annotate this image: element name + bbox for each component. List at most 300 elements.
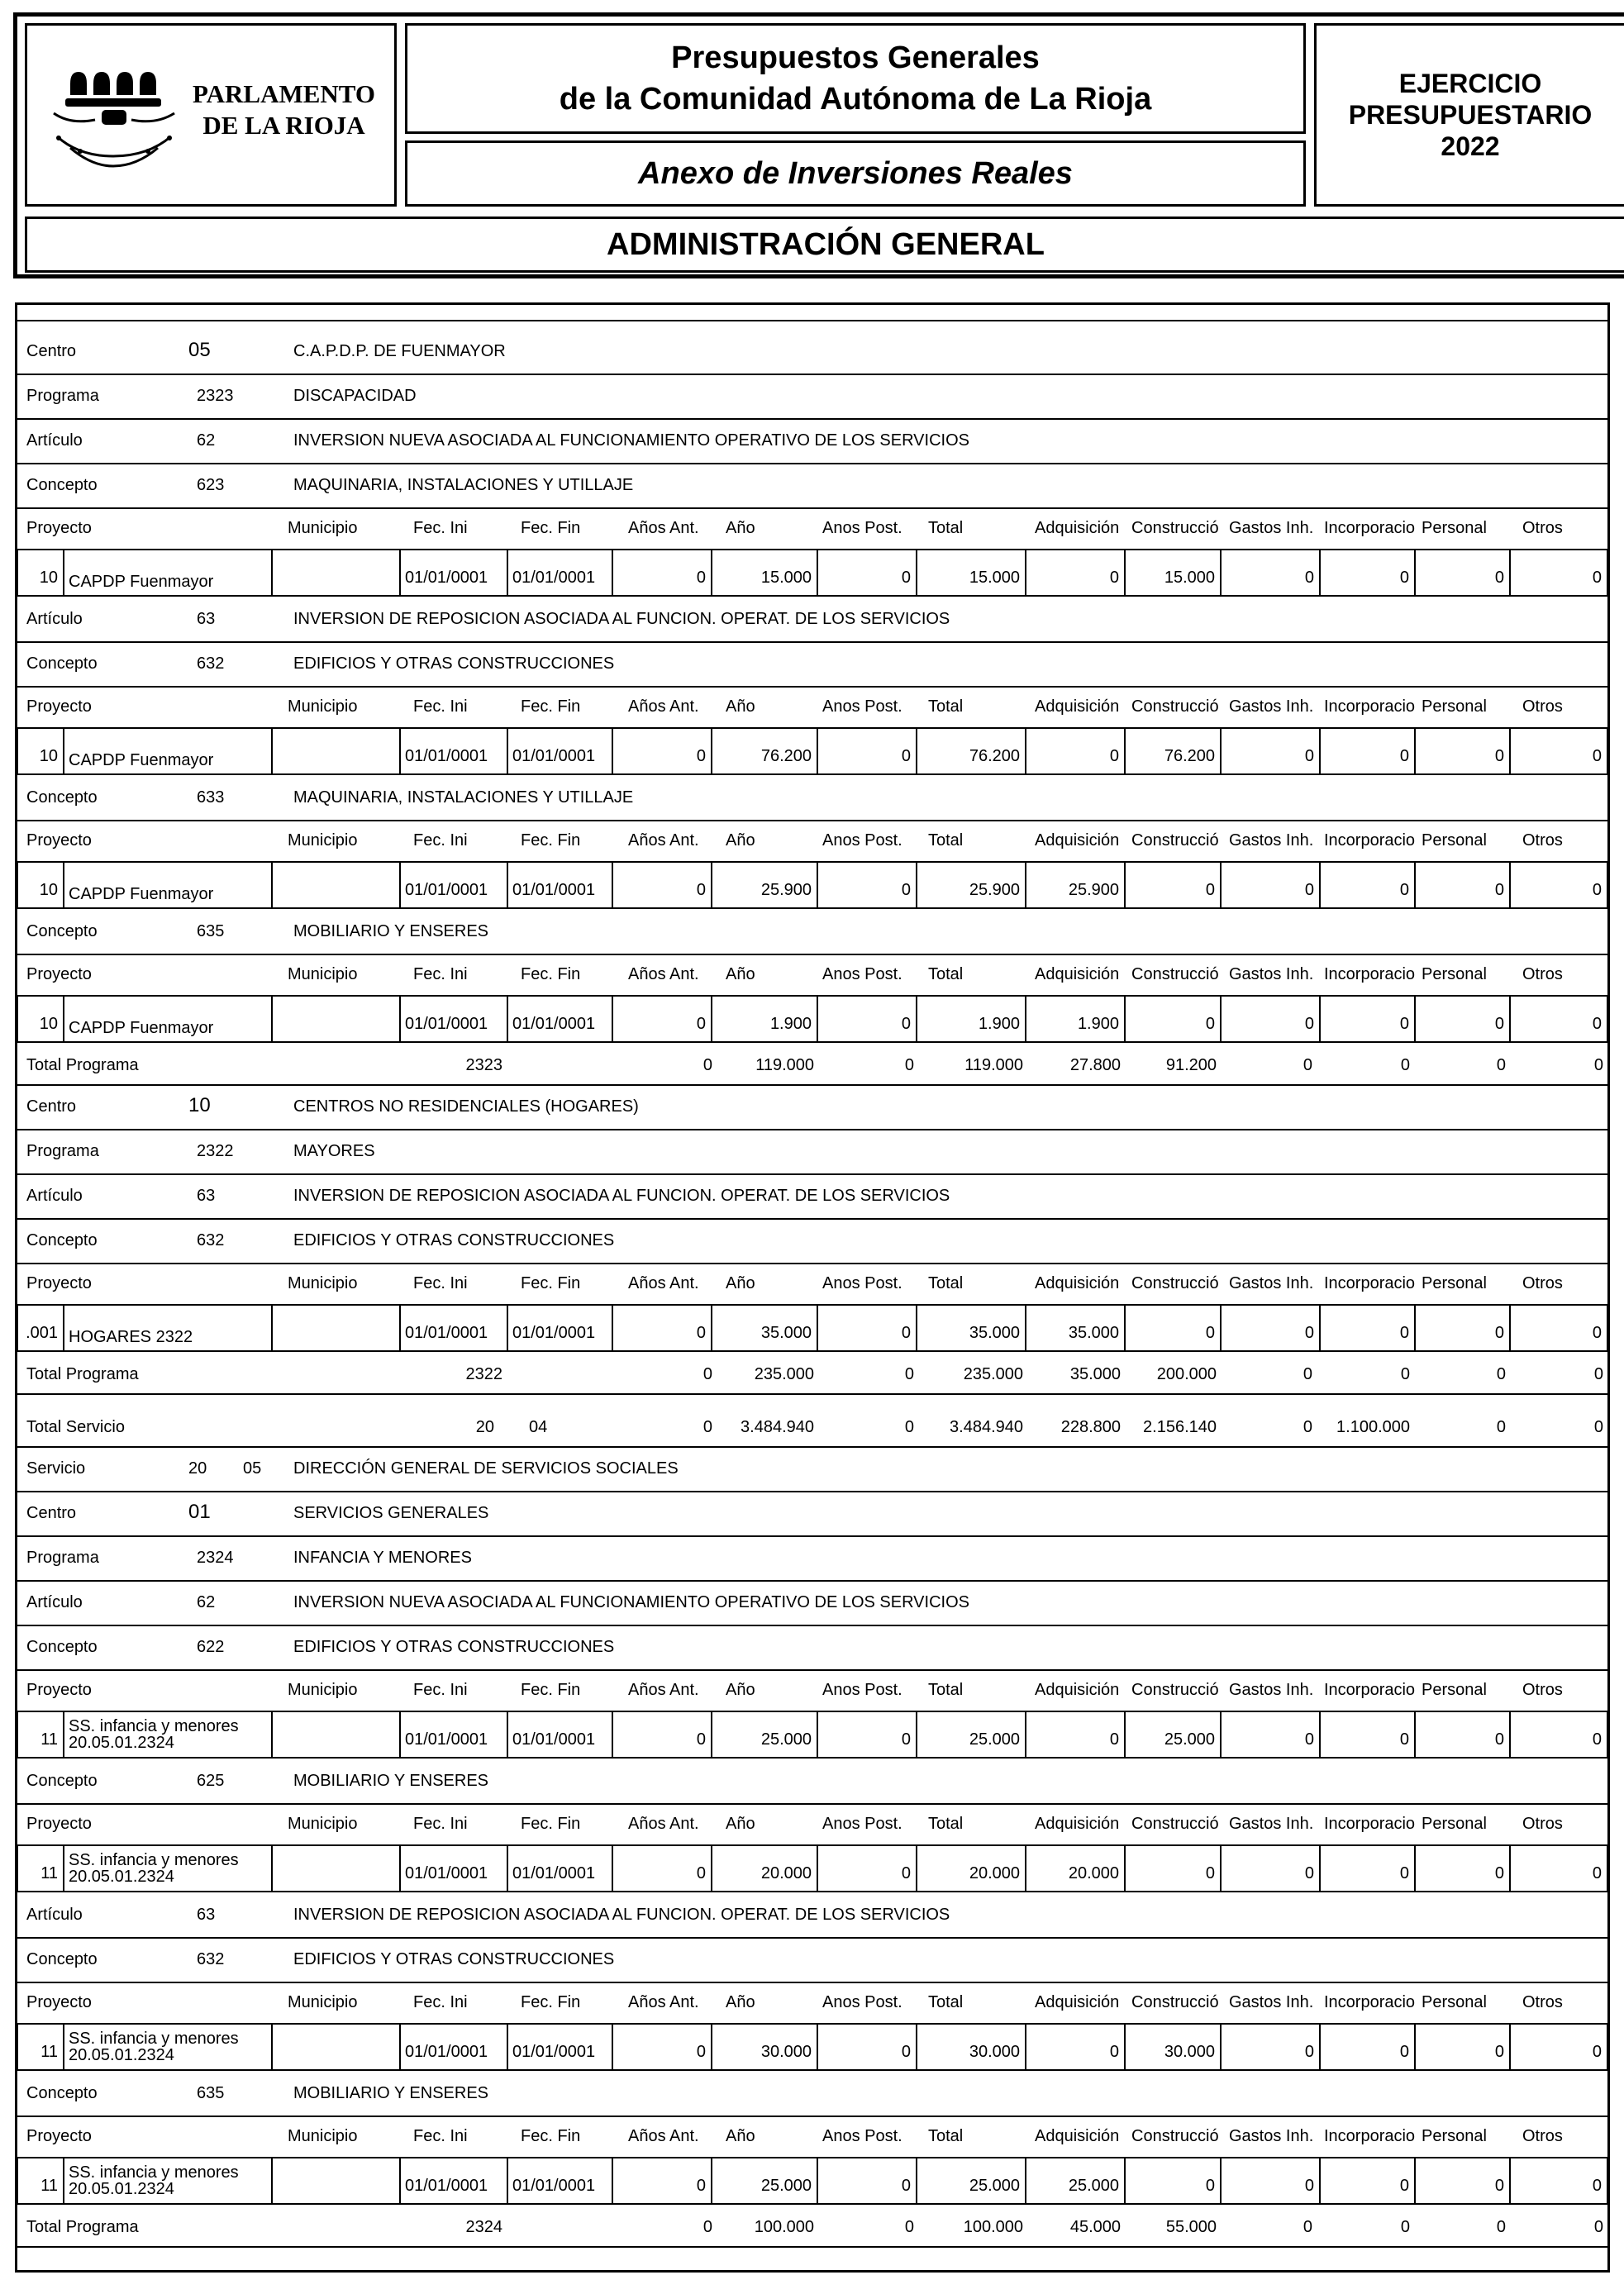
project-name-line: SS. infancia y menores [69, 1717, 239, 1735]
project-name-line: CAPDP Fuenmayor [69, 751, 214, 769]
incorporation: 0 [1321, 861, 1416, 909]
start-date: 01/01/0001 [401, 1711, 508, 1759]
column-header-12: Personal [1422, 697, 1487, 716]
end-date: 01/01/0001 [508, 1711, 613, 1759]
total-value-2: 0 [904, 1418, 914, 1436]
column-header-0: Proyecto [26, 1274, 92, 1292]
intangible-costs: 0 [1222, 861, 1321, 909]
start-date: 01/01/0001 [401, 2157, 508, 2205]
column-header-0: Proyecto [26, 519, 92, 537]
column-header-8: Adquisición [1035, 697, 1120, 716]
end-date: 01/01/0001 [508, 861, 613, 909]
column-header-2: Fec. Ini [413, 1815, 468, 1833]
project-name-line: 20.05.01.2324 [69, 1868, 174, 1886]
column-header-2: Fec. Ini [413, 1274, 468, 1292]
section-code: 10 [188, 1094, 211, 1116]
intangible-costs: 0 [1222, 1844, 1321, 1892]
project-id: 10 [17, 861, 64, 909]
other: 0 [1511, 2023, 1608, 2071]
section-label: Programa [26, 1549, 99, 1567]
start-date: 01/01/0001 [401, 861, 508, 909]
table-row-section [17, 1173, 1608, 1218]
acquisition: 25.900 [1026, 861, 1126, 909]
section-code: 623 [197, 476, 225, 494]
total-value-8: 0 [1496, 1418, 1506, 1436]
project-name-line: CAPDP Fuenmayor [69, 885, 214, 903]
section-description: EDIFICIOS Y OTRAS CONSTRUCCIONES [293, 1950, 615, 1968]
column-header-4: Años Ant. [628, 1993, 699, 2011]
table-row-project [17, 2023, 1608, 2071]
column-header-4: Años Ant. [628, 1274, 699, 1292]
section-description: MOBILIARIO Y ENSERES [293, 2084, 489, 2102]
section-label: Programa [26, 1142, 99, 1160]
total-label: Total Servicio [26, 1418, 125, 1436]
column-header-7: Total [928, 697, 964, 716]
project-name [64, 1711, 273, 1759]
parliament-name-line2: DE LA RIOJA [202, 111, 365, 140]
total-value-2: 0 [904, 1056, 914, 1074]
total-value-3: 100.000 [963, 2218, 1023, 2236]
column-header-6: Anos Post. [822, 831, 902, 850]
total-label: Total Programa [26, 1056, 139, 1074]
section-code: 632 [197, 1950, 225, 1968]
section-code: 05 [188, 339, 211, 361]
column-header-1: Municipio [288, 519, 358, 537]
total-value-1: 235.000 [754, 1365, 814, 1383]
total-code: 20 [475, 1418, 494, 1436]
column-header-4: Años Ant. [628, 697, 699, 716]
section-code: 62 [197, 1593, 216, 1611]
column-header-10: Gastos Inh. [1229, 1681, 1314, 1699]
column-header-0: Proyecto [26, 1681, 92, 1699]
total-value-5: 200.000 [1156, 1365, 1217, 1383]
column-header-6: Anos Post. [822, 2127, 902, 2145]
prior-years: 0 [613, 861, 712, 909]
column-header-6: Anos Post. [822, 1681, 902, 1699]
column-header-12: Personal [1422, 1993, 1487, 2011]
total-label: Total Programa [26, 2218, 139, 2236]
table-row-section [17, 1625, 1608, 1669]
year-amount: 25.900 [712, 861, 818, 909]
column-header-5: Año [726, 1993, 755, 2011]
column-header-3: Fec. Fin [521, 965, 581, 983]
acquisition: 0 [1026, 727, 1126, 775]
column-header-13: Otros [1522, 519, 1563, 537]
column-header-13: Otros [1522, 697, 1563, 716]
column-header-0: Proyecto [26, 2127, 92, 2145]
column-header-1: Municipio [288, 831, 358, 850]
total-value-4: 27.800 [1069, 1056, 1121, 1074]
construction: 0 [1126, 995, 1222, 1043]
column-header-5: Año [726, 1274, 755, 1292]
column-header-1: Municipio [288, 1993, 358, 2011]
section-label: Concepto [26, 1231, 98, 1249]
column-header-1: Municipio [288, 2127, 358, 2145]
column-header-13: Otros [1522, 1681, 1563, 1699]
section-code: 625 [197, 1772, 225, 1790]
column-header-7: Total [928, 965, 964, 983]
section-code: 632 [197, 1231, 225, 1249]
construction: 30.000 [1126, 2023, 1222, 2071]
total-code: 2323 [465, 1056, 502, 1074]
incorporation: 0 [1321, 1304, 1416, 1352]
section-description: MOBILIARIO Y ENSERES [293, 922, 489, 940]
personnel: 0 [1416, 1711, 1511, 1759]
column-header-3: Fec. Fin [521, 697, 581, 716]
fiscal-year-line2: PRESUPUESTARIO [1348, 100, 1593, 130]
other: 0 [1511, 1711, 1608, 1759]
total-value-5: 2.156.140 [1143, 1418, 1217, 1436]
total-value-1: 119.000 [755, 1056, 814, 1074]
incorporation: 0 [1321, 2023, 1416, 2071]
construction: 0 [1126, 1844, 1222, 1892]
year-amount: 25.000 [712, 2157, 818, 2205]
total-value-6: 0 [1303, 1365, 1312, 1383]
table-row-section [17, 775, 1608, 820]
table-row-project [17, 727, 1608, 775]
table-row-section [17, 1892, 1608, 1937]
other: 0 [1511, 2157, 1608, 2205]
section-code: 63 [197, 1906, 216, 1924]
column-header-10: Gastos Inh. [1229, 1815, 1314, 1833]
column-header-4: Años Ant. [628, 2127, 699, 2145]
personnel: 0 [1416, 2023, 1511, 2071]
incorporation: 0 [1321, 1844, 1416, 1892]
prior-years: 0 [613, 2023, 712, 2071]
table-row-section [17, 1937, 1608, 1982]
total-value-2: 0 [904, 1365, 914, 1383]
column-header-11: Incorporacio [1324, 519, 1416, 537]
column-header-12: Personal [1422, 519, 1487, 537]
total-value-2: 0 [904, 2218, 914, 2236]
start-date: 01/01/0001 [401, 995, 508, 1043]
table-row-section [17, 1084, 1608, 1129]
total-value-8: 0 [1496, 1365, 1506, 1383]
column-header-3: Fec. Fin [521, 831, 581, 850]
column-header-3: Fec. Fin [521, 1274, 581, 1292]
table-row-section [17, 1759, 1608, 1803]
prior-years: 0 [613, 1844, 712, 1892]
table-row-project [17, 861, 1608, 909]
section-code: 633 [197, 788, 225, 807]
section-description: MAQUINARIA, INSTALACIONES Y UTILLAJE [293, 476, 634, 494]
total-amount: 25.000 [917, 1711, 1026, 1759]
project-id: .001 [17, 1304, 64, 1352]
construction: 0 [1126, 2157, 1222, 2205]
project-id: 10 [17, 727, 64, 775]
later-years: 0 [818, 549, 917, 597]
table-row-header [17, 1982, 1608, 2023]
project-id: 11 [17, 2023, 64, 2071]
project-name [64, 2157, 273, 2205]
section-description: INVERSION NUEVA ASOCIADA AL FUNCIONAMIENTO OPERATIVO DE LOS SERVICIOS [293, 1593, 969, 1611]
column-header-4: Años Ant. [628, 1815, 699, 1833]
personnel: 0 [1416, 727, 1511, 775]
table-row-header [17, 1263, 1608, 1304]
table-row-section [17, 418, 1608, 463]
fiscal-year-box [1314, 23, 1624, 207]
acquisition: 0 [1026, 2023, 1126, 2071]
column-header-0: Proyecto [26, 965, 92, 983]
project-name [64, 861, 273, 909]
column-header-10: Gastos Inh. [1229, 697, 1314, 716]
total-value-9: 0 [1593, 1365, 1603, 1383]
section-description: EDIFICIOS Y OTRAS CONSTRUCCIONES [293, 1231, 615, 1249]
column-header-13: Otros [1522, 1993, 1563, 2011]
total-amount: 35.000 [917, 1304, 1026, 1352]
start-date: 01/01/0001 [401, 727, 508, 775]
end-date: 01/01/0001 [508, 727, 613, 775]
section-label: Concepto [26, 1950, 98, 1968]
total-amount: 1.900 [917, 995, 1026, 1043]
column-header-7: Total [928, 1815, 964, 1833]
construction: 25.000 [1126, 1711, 1222, 1759]
section-code: 2324 [197, 1549, 234, 1567]
section-description: DISCAPACIDAD [293, 387, 417, 405]
section-code: 622 [197, 1638, 225, 1656]
total-divider [17, 1393, 1608, 1395]
project-name-line: HOGARES 2322 [69, 1328, 193, 1346]
section-code: 62 [197, 431, 216, 450]
parliament-name [193, 79, 375, 141]
column-header-8: Adquisición [1035, 965, 1120, 983]
column-header-0: Proyecto [26, 1993, 92, 2011]
column-header-11: Incorporacio [1324, 1815, 1416, 1833]
annex-title: Anexo de Inversiones Reales [405, 140, 1306, 207]
total-value-9: 0 [1593, 1418, 1603, 1436]
acquisition: 20.000 [1026, 1844, 1126, 1892]
budget-title-line2: de la Comunidad Autónoma de La Rioja [559, 82, 1152, 117]
column-header-11: Incorporacio [1324, 1681, 1416, 1699]
column-header-9: Construcció [1131, 1274, 1219, 1292]
section-description: SERVICIOS GENERALES [293, 1504, 489, 1522]
intangible-costs: 0 [1222, 2157, 1321, 2205]
incorporation: 0 [1321, 2157, 1416, 2205]
other: 0 [1511, 861, 1608, 909]
table-row-project [17, 1711, 1608, 1759]
section-label: Centro [26, 342, 77, 360]
section-label: Concepto [26, 788, 98, 807]
fiscal-year-value: 2022 [1441, 131, 1500, 161]
later-years: 0 [818, 2157, 917, 2205]
incorporation: 0 [1321, 549, 1416, 597]
column-header-7: Total [928, 2127, 964, 2145]
total-value-9: 0 [1593, 2218, 1603, 2236]
column-header-5: Año [726, 519, 755, 537]
column-header-6: Anos Post. [822, 965, 902, 983]
column-header-9: Construcció [1131, 2127, 1219, 2145]
table-row-project [17, 1304, 1608, 1352]
total-amount: 30.000 [917, 2023, 1026, 2071]
column-header-3: Fec. Fin [521, 1681, 581, 1699]
acquisition: 0 [1026, 549, 1126, 597]
table-row-header [17, 686, 1608, 727]
incorporation: 0 [1321, 995, 1416, 1043]
section-label: Artículo [26, 1187, 83, 1205]
acquisition: 35.000 [1026, 1304, 1126, 1352]
municipality [273, 2157, 401, 2205]
construction: 0 [1126, 861, 1222, 909]
column-header-6: Anos Post. [822, 697, 902, 716]
total-value-7: 1.100.000 [1336, 1418, 1410, 1436]
incorporation: 0 [1321, 1711, 1416, 1759]
column-header-12: Personal [1422, 1815, 1487, 1833]
acquisition: 0 [1026, 1711, 1126, 1759]
column-header-8: Adquisición [1035, 1274, 1120, 1292]
municipality [273, 549, 401, 597]
section-description: MOBILIARIO Y ENSERES [293, 1772, 489, 1790]
column-header-9: Construcció [1131, 965, 1219, 983]
table-row-total [17, 2205, 1608, 2246]
section-code: 632 [197, 654, 225, 673]
column-header-2: Fec. Ini [413, 965, 468, 983]
prior-years: 0 [613, 995, 712, 1043]
table-row-header [17, 954, 1608, 995]
total-value-4: 45.000 [1069, 2218, 1121, 2236]
end-date: 01/01/0001 [508, 995, 613, 1043]
section-label: Artículo [26, 1906, 83, 1924]
total-subcode: 04 [529, 1418, 548, 1436]
section-label: Concepto [26, 1638, 98, 1656]
municipality [273, 2023, 401, 2071]
budget-title-line1: Presupuestos Generales [671, 40, 1040, 75]
section-description: INVERSION DE REPOSICION ASOCIADA AL FUNCION. OPERAT. DE LOS SERVICIOS [293, 610, 950, 628]
column-header-13: Otros [1522, 1815, 1563, 1833]
column-header-9: Construcció [1131, 697, 1219, 716]
column-header-6: Anos Post. [822, 1815, 902, 1833]
column-header-5: Año [726, 965, 755, 983]
column-header-3: Fec. Fin [521, 1993, 581, 2011]
column-header-1: Municipio [288, 1681, 358, 1699]
total-value-9: 0 [1593, 1056, 1603, 1074]
prior-years: 0 [613, 549, 712, 597]
later-years: 0 [818, 727, 917, 775]
section-code: 63 [197, 610, 216, 628]
section-label: Concepto [26, 922, 98, 940]
later-years: 0 [818, 1844, 917, 1892]
municipality [273, 727, 401, 775]
column-header-3: Fec. Fin [521, 2127, 581, 2145]
project-name-line: SS. infancia y menores [69, 2030, 239, 2048]
column-header-13: Otros [1522, 965, 1563, 983]
column-header-2: Fec. Ini [413, 1681, 468, 1699]
total-value-3: 3.484.940 [950, 1418, 1023, 1436]
table-row-project [17, 549, 1608, 597]
personnel: 0 [1416, 995, 1511, 1043]
parliament-logo-box [25, 23, 397, 207]
parliament-name-line1: PARLAMENTO [193, 79, 376, 108]
table-row-section [17, 329, 1608, 374]
column-header-12: Personal [1422, 1681, 1487, 1699]
column-header-5: Año [726, 831, 755, 850]
column-header-2: Fec. Ini [413, 2127, 468, 2145]
total-value-8: 0 [1496, 2218, 1506, 2236]
end-date: 01/01/0001 [508, 1844, 613, 1892]
column-header-11: Incorporacio [1324, 1274, 1416, 1292]
column-header-7: Total [928, 1681, 964, 1699]
project-name [64, 2023, 273, 2071]
total-value-8: 0 [1496, 1056, 1506, 1074]
table-row-section [17, 1535, 1608, 1580]
column-header-7: Total [928, 831, 964, 850]
table-row-section [17, 463, 1608, 507]
total-amount: 15.000 [917, 549, 1026, 597]
year-amount: 25.000 [712, 1711, 818, 1759]
section-code: 635 [197, 922, 225, 940]
column-header-8: Adquisición [1035, 1681, 1120, 1699]
start-date: 01/01/0001 [401, 1844, 508, 1892]
column-header-2: Fec. Ini [413, 519, 468, 537]
section-description: INVERSION NUEVA ASOCIADA AL FUNCIONAMIENTO OPERATIVO DE LOS SERVICIOS [293, 431, 969, 450]
table-row-section [17, 1129, 1608, 1173]
construction: 0 [1126, 1304, 1222, 1352]
project-name-line: CAPDP Fuenmayor [69, 1019, 214, 1037]
total-value-7: 0 [1400, 1056, 1410, 1074]
total-amount: 25.900 [917, 861, 1026, 909]
project-name [64, 549, 273, 597]
municipality [273, 861, 401, 909]
column-header-1: Municipio [288, 965, 358, 983]
column-header-9: Construcció [1131, 1815, 1219, 1833]
total-value-6: 0 [1303, 1056, 1312, 1074]
total-value-5: 91.200 [1165, 1056, 1217, 1074]
column-header-7: Total [928, 1993, 964, 2011]
column-header-0: Proyecto [26, 1815, 92, 1833]
total-amount: 20.000 [917, 1844, 1026, 1892]
column-header-13: Otros [1522, 831, 1563, 850]
intangible-costs: 0 [1222, 1304, 1321, 1352]
table-row-section [17, 597, 1608, 641]
total-value-4: 228.800 [1060, 1418, 1121, 1436]
year-amount: 15.000 [712, 549, 818, 597]
incorporation: 0 [1321, 727, 1416, 775]
table-row-total [17, 1352, 1608, 1393]
section-label: Centro [26, 1504, 77, 1522]
column-header-8: Adquisición [1035, 1815, 1120, 1833]
column-header-0: Proyecto [26, 831, 92, 850]
table-row-header [17, 1669, 1608, 1711]
column-header-1: Municipio [288, 697, 358, 716]
column-header-11: Incorporacio [1324, 697, 1416, 716]
intangible-costs: 0 [1222, 549, 1321, 597]
table-row-project [17, 995, 1608, 1043]
section-description: MAYORES [293, 1142, 375, 1160]
project-name-line: SS. infancia y menores [69, 2163, 239, 2182]
column-header-10: Gastos Inh. [1229, 519, 1314, 537]
column-header-6: Anos Post. [822, 1274, 902, 1292]
other: 0 [1511, 995, 1608, 1043]
column-header-3: Fec. Fin [521, 519, 581, 537]
column-header-4: Años Ant. [628, 831, 699, 850]
column-header-1: Municipio [288, 1815, 358, 1833]
section-label: Centro [26, 1097, 77, 1116]
start-date: 01/01/0001 [401, 1304, 508, 1352]
table-top-rule [15, 320, 1610, 321]
column-header-12: Personal [1422, 831, 1487, 850]
section-label: Concepto [26, 654, 98, 673]
column-header-2: Fec. Ini [413, 1993, 468, 2011]
total-value-1: 3.484.940 [741, 1418, 814, 1436]
section-code: 2323 [197, 387, 234, 405]
project-name [64, 1304, 273, 1352]
budget-title [405, 23, 1306, 134]
municipality [273, 1844, 401, 1892]
total-value-3: 235.000 [963, 1365, 1023, 1383]
project-name-line: 20.05.01.2324 [69, 2180, 174, 2198]
column-header-6: Anos Post. [822, 1993, 902, 2011]
other: 0 [1511, 1304, 1608, 1352]
column-header-4: Años Ant. [628, 1681, 699, 1699]
